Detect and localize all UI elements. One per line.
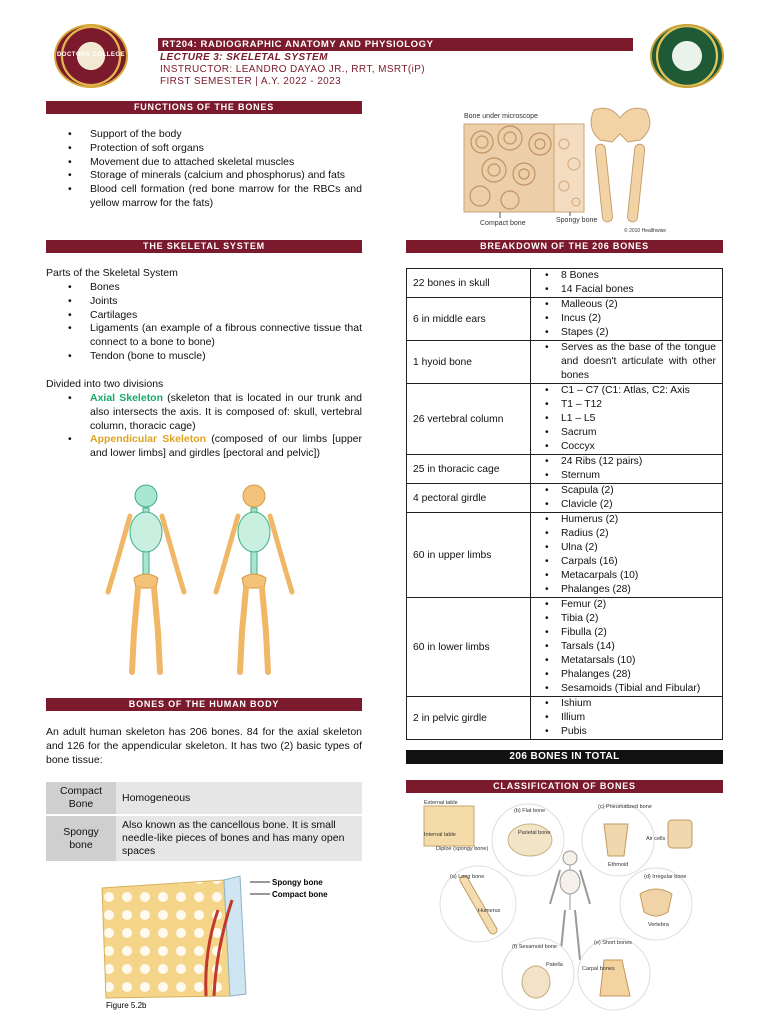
appendicular-description: (composed of our limbs [upper and lower limbs] and girdles [pectoral and pelvic]) (90, 433, 363, 460)
list-item: • Bones (46, 281, 362, 295)
compact-label: Compact bone (480, 220, 526, 227)
humerus-label: Humerus (478, 908, 501, 914)
table-row (407, 269, 723, 298)
diploe-label: Diploe (spongy bone) (436, 846, 489, 852)
spongy-bone-label: Spongy bone (272, 878, 323, 887)
lecture-title: LECTURE 3: SKELETAL SYSTEM (160, 52, 328, 63)
classification-heading: CLASSIFICATION OF BONES (406, 780, 723, 793)
table-row (46, 782, 362, 815)
bone-category: 60 in lower limbs (407, 598, 531, 697)
table-row (407, 455, 723, 484)
bone-category: 4 pectoral girdle (407, 484, 531, 513)
pneumatized-label: (c) Pneumatized bone (598, 804, 652, 810)
tissue-table (46, 782, 362, 863)
list-item: • L1 – L5 (531, 412, 722, 426)
bone-category: 1 hyoid bone (407, 341, 531, 384)
axial-description: (skeleton that is located in our trunk and also intersects the axis. It is composed of: skull, vertebral column, thoracic cage) (90, 392, 362, 432)
ethmoid-label: Ethmoid (608, 862, 629, 868)
list-item: • Pubis (531, 725, 722, 739)
appendicular-label: Appendicular Skeleton (90, 433, 207, 446)
list-item: • Protection of soft organs (46, 142, 362, 156)
total-bones: 206 BONES IN TOTAL (406, 750, 723, 764)
college-logo (54, 24, 128, 88)
list-item: • 14 Facial bones (531, 283, 722, 297)
list-item: • Humerus (2) (531, 513, 722, 527)
list-item: • 8 Bones (531, 269, 722, 283)
list-item: • Femur (2) (531, 598, 722, 612)
semester: FIRST SEMESTER | A.Y. 2022 - 2023 (160, 76, 342, 87)
table-row (407, 697, 723, 740)
list-item (46, 392, 362, 433)
parietal-label: Parietal bone (518, 830, 551, 836)
figure-caption: Figure 5.2b (106, 1001, 147, 1010)
list-item: • Illium (531, 711, 722, 725)
list-item: • Radius (2) (531, 527, 722, 541)
table-row (407, 484, 723, 513)
bones-heading: BONES OF THE HUMAN BODY (46, 698, 362, 711)
table-row (46, 815, 362, 862)
flat-bone-label: (b) Flat bone (514, 808, 546, 814)
breakdown-table (406, 268, 723, 740)
bone-tissue-figure (100, 870, 350, 1010)
bone-microscope-figure (460, 104, 667, 234)
sesamoid-bone-label: (f) Sesamoid bone (512, 944, 557, 950)
internal-table-label: Internal table (424, 832, 456, 838)
list-item: • 24 Ribs (12 pairs) (531, 455, 722, 469)
functions-list (46, 128, 362, 211)
bone-category: 60 in upper limbs (407, 513, 531, 598)
instructor: INSTRUCTOR: LEANDRO DAYAO JR., RRT, MSRT(iP) (160, 64, 426, 75)
table-row (407, 384, 723, 455)
functions-heading: FUNCTIONS OF THE BONES (46, 101, 362, 114)
table-row (407, 298, 723, 341)
list-item: • Joints (46, 295, 362, 309)
list-item: • Sacrum (531, 426, 722, 440)
tissue-name: Spongy bone (46, 815, 116, 862)
external-table-label: External table (424, 800, 458, 806)
carpal-label: Carpal bones (582, 966, 615, 972)
air-cells-label: Air cells (646, 836, 666, 842)
list-item: • Metacarpals (10) (531, 569, 722, 583)
list-item: • Ulna (2) (531, 541, 722, 555)
list-item: • Cartilages (46, 309, 362, 323)
list-item: • Tendon (bone to muscle) (46, 350, 362, 364)
list-item: • Storage of minerals (calcium and phosphorus) and fats (46, 169, 362, 183)
tissue-name: Compact Bone (46, 782, 116, 815)
breakdown-heading: BREAKDOWN OF THE 206 BONES (406, 240, 723, 253)
department-logo (650, 24, 724, 88)
bone-category: 25 in thoracic cage (407, 455, 531, 484)
divisions-list (46, 392, 362, 461)
list-item: • Blood cell formation (red bone marrow for the RBCs and yellow marrow for the fats) (46, 183, 362, 211)
long-bone-label: (a) Long bone (450, 874, 485, 880)
list-item: • Phalanges (28) (531, 583, 722, 597)
bones-intro: An adult human skeleton has 206 bones. 84 for the axial skeleton and 126 for the appendicular skeleton. It has two (2) basic types of bone tissue: (46, 726, 362, 766)
list-item: • Phalanges (28) (531, 668, 722, 682)
skeletal-heading: THE SKELETAL SYSTEM (46, 240, 362, 253)
list-item: • C1 – C7 (C1: Atlas, C2: Axis (531, 384, 722, 398)
list-item: • Sesamoids (Tibial and Fibular) (531, 682, 722, 696)
skeleton-back (216, 485, 292, 672)
tissue-description: Also known as the cancellous bone. It is small needle-like pieces of bones and has many open spaces (116, 815, 362, 862)
patella-label: Patella (546, 962, 563, 968)
list-item: • Ligaments (an example of a fibrous connective tissue that connect to a bone to bone) (46, 322, 362, 350)
list-item: • Carpals (16) (531, 555, 722, 569)
list-item: • Sternum (531, 469, 722, 483)
bone-category: 6 in middle ears (407, 298, 531, 341)
bone-category: 22 bones in skull (407, 269, 531, 298)
compact-bone-label: Compact bone (272, 890, 328, 899)
parts-intro: Parts of the Skeletal System (46, 267, 178, 279)
table-row (407, 341, 723, 384)
short-bone-label: (e) Short bones (594, 940, 632, 946)
list-item: • Clavicle (2) (531, 498, 722, 512)
list-item: • Metatarsals (10) (531, 654, 722, 668)
list-item: • Stapes (2) (531, 326, 722, 340)
table-row (407, 598, 723, 697)
list-item: • Ishium (531, 697, 722, 711)
classification-figure (418, 800, 708, 1015)
list-item: • Movement due to attached skeletal muscles (46, 156, 362, 170)
irregular-bone-label: (d) Irregular bone (644, 874, 687, 880)
divisions-intro: Divided into two divisions (46, 378, 164, 390)
parts-list (46, 281, 362, 364)
logo-text: DOCTORS COLLEGE (56, 52, 126, 58)
axial-label: Axial Skeleton (90, 392, 164, 404)
list-item: • Tibia (2) (531, 612, 722, 626)
list-item: • Incus (2) (531, 312, 722, 326)
figure-credit: © 2010 Healthwise (624, 228, 667, 234)
list-item: • Malleous (2) (531, 298, 722, 312)
bone-category: 26 vertebral column (407, 384, 531, 455)
figure-label: Bone under microscope (464, 113, 538, 120)
course-title: RT204: RADIOGRAPHIC ANATOMY AND PHYSIOLOGY (158, 38, 633, 51)
skeleton-front (108, 485, 184, 672)
tissue-description: Homogeneous (116, 782, 362, 815)
list-item (46, 433, 362, 461)
list-item: • Coccyx (531, 440, 722, 454)
vertebra-label: Vertebra (648, 922, 669, 928)
list-item: • T1 – T12 (531, 398, 722, 412)
table-row (407, 513, 723, 598)
list-item: • Scapula (2) (531, 484, 722, 498)
skeleton-illustration (100, 482, 310, 682)
list-item: • Serves as the base of the tongue and doesn't articulate with other bones (531, 341, 722, 383)
list-item: • Fibulla (2) (531, 626, 722, 640)
list-item: • Support of the body (46, 128, 362, 142)
bone-category: 2 in pelvic girdle (407, 697, 531, 740)
list-item: • Tarsals (14) (531, 640, 722, 654)
spongy-label: Spongy bone (556, 217, 598, 224)
